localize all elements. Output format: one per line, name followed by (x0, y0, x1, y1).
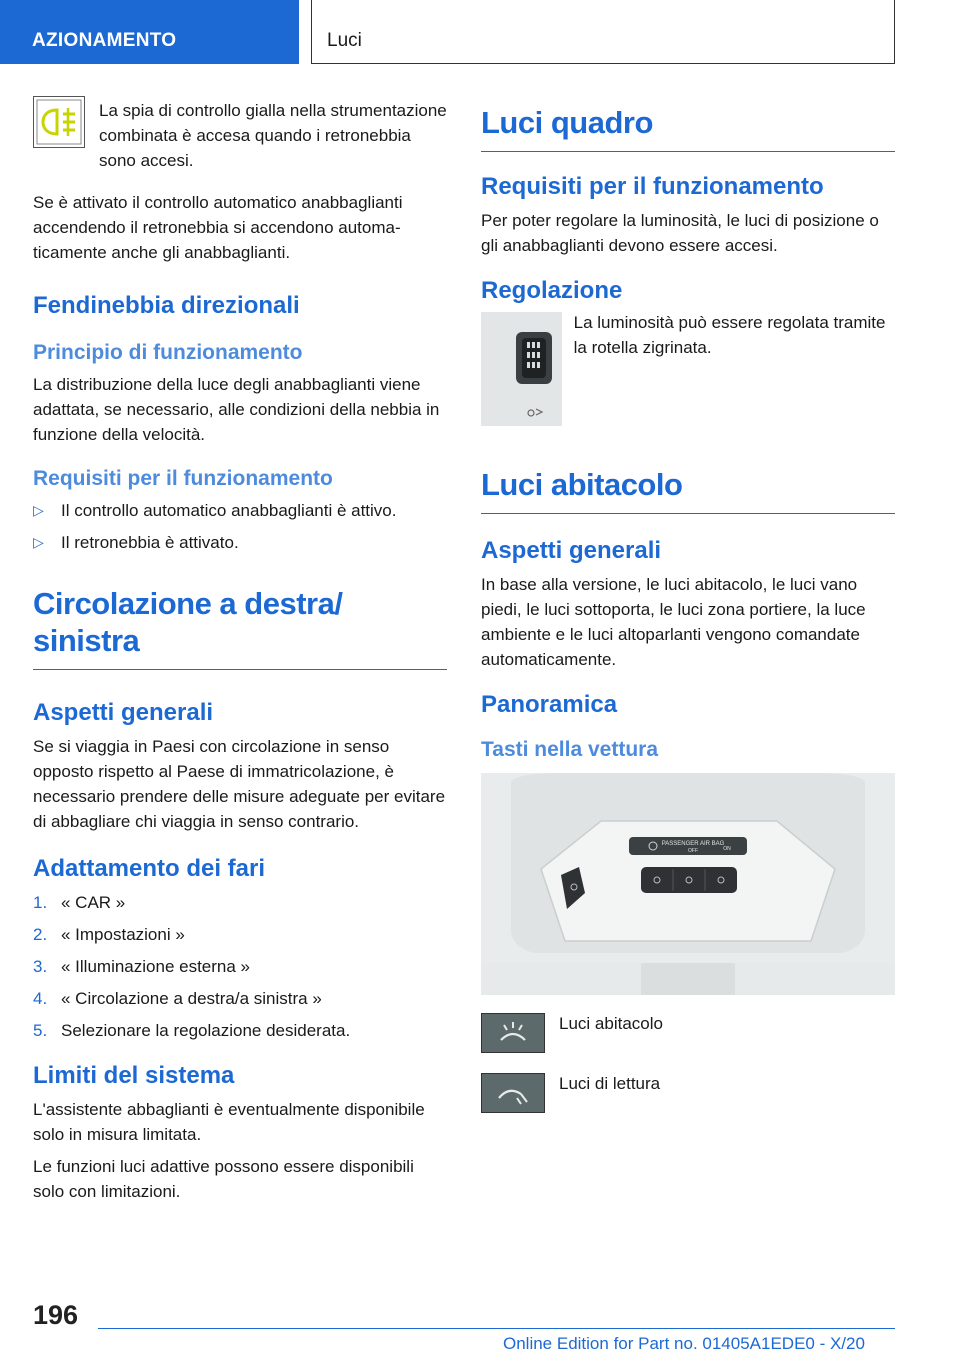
list-item: 4. « Circolazione a destra/a sinistra » (33, 989, 322, 1008)
footer-edition: Online Edition for Part no. 01405A1EDE0 - X/20 (503, 1334, 865, 1353)
heading-regolazione: Regolazione (481, 277, 623, 304)
list-item: 1. « CAR » (33, 893, 126, 912)
page-number: 196 (33, 1300, 79, 1330)
key-row-interior (481, 1013, 895, 1053)
limiti-text-1: L'assistente abbaglianti è eventualmente disponibile solo in misura limitata. (33, 1100, 425, 1144)
heading-aspetti-right: Aspetti generali (481, 537, 662, 564)
heading-circolazione: Circolazione a destra/ sinistra (33, 585, 447, 670)
fog-indicator-row (33, 96, 447, 180)
heading-requisiti-right: Requisiti per il funzionamento (481, 173, 824, 200)
heading-requisiti-left: Requisiti per il funzionamento (33, 467, 333, 490)
chapter-title: Luci (311, 0, 895, 64)
requisiti-text-right: Per poter regolare la luminosità, le luci di posizione o gli anabbaglianti devono essere accesi. (481, 211, 879, 255)
overhead-panel-image (481, 773, 895, 995)
panel-label: ON (723, 846, 731, 852)
steps-list (33, 890, 447, 1043)
panel-label: OFF (688, 848, 698, 854)
regolazione-row (481, 312, 895, 426)
key-row-reading (481, 1073, 895, 1113)
heading-principio: Principio di funzionamento (33, 341, 303, 364)
principio-text: La distribuzione della luce degli anabbaglianti viene adattata, se necessario, alle condizioni della nebbia in funzione della velocità. (33, 375, 440, 444)
list-item: ▷ Il retronebbia è attivato. (33, 530, 447, 555)
panel-label: PASSENGER AIR BAG (661, 841, 725, 847)
left-column (33, 96, 447, 1211)
heading-luci-quadro: Luci quadro (481, 104, 895, 152)
section-tab: AZIONAMENTO (0, 0, 299, 64)
interior-light-icon (481, 1013, 545, 1053)
right-column (481, 96, 895, 1123)
heading-tasti: Tasti nella vettura (481, 738, 659, 761)
reading-light-icon (481, 1073, 545, 1113)
heading-limiti: Limiti del sistema (33, 1062, 235, 1089)
heading-luci-abitacolo: Luci abitacolo (481, 466, 895, 514)
rear-fog-lamp-icon (33, 96, 85, 153)
list-item: 2. « Impostazioni » (33, 925, 185, 944)
thumbwheel-image (481, 312, 562, 426)
heading-fendinebbia: Fendinebbia direzionali (33, 292, 300, 319)
aspetti-text-right: In base alla versione, le luci abitacolo, le luci vano piedi, le luci sottoporta, le luci zona portiere, la luce ambiente e le luci altoparlanti vengono comandate automaticamente. (481, 575, 866, 669)
footer-divider (98, 1328, 895, 1329)
key-label-reading: Luci di lettura (559, 1074, 661, 1093)
list-item: ▷ Il controllo automatico anabbaglianti è attivo. (33, 498, 447, 523)
fog-indicator-text: La spia di controllo gialla nella strumentazione combinata è accesa quando i retronebbia sono accesi. (99, 101, 447, 170)
triangle-bullet-icon: ▷ (33, 502, 44, 518)
fog-auto-text: Se è attivato il controllo automatico anabbaglianti accendendo il retronebbia si accendono automaticamente anche gli anabbaglianti. (33, 193, 403, 262)
heading-adattamento: Adattamento dei fari (33, 855, 266, 882)
list-item: 5. Selezionare la regolazione desiderata. (33, 1021, 351, 1040)
regolazione-text: La luminosità può essere regolata tramite la rotella zigrinata. (573, 313, 886, 357)
triangle-bullet-icon: ▷ (33, 534, 44, 550)
limiti-text-2: Le funzioni luci adattive possono essere disponibili solo con limitazioni. (33, 1157, 414, 1201)
requisiti-list (33, 498, 447, 555)
heading-aspetti-left: Aspetti generali (33, 699, 214, 726)
aspetti-text-left: Se si viaggia in Paesi con circolazione in senso opposto rispetto al Paese di immatricolazione, è necessario prendere delle misure adeguate per evitare di abbagliare chi viaggia in senso contrario. (33, 737, 446, 831)
heading-panoramica: Panoramica (481, 691, 618, 718)
key-label-interior: Luci abitacolo (559, 1014, 663, 1033)
list-item: 3. « Illuminazione esterna » (33, 957, 251, 976)
